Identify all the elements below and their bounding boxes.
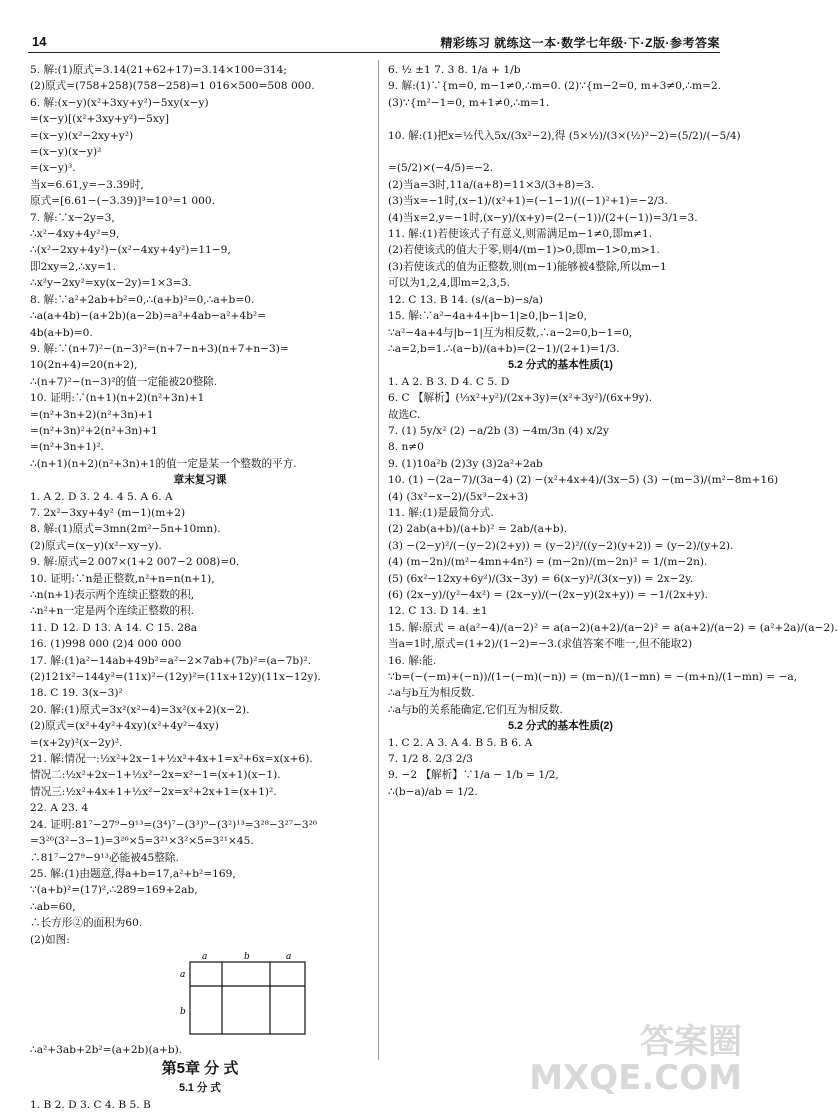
right-answers-block bbox=[388, 62, 741, 357]
answer-line: 7. 解:∵x−2y=3, bbox=[30, 211, 115, 224]
answer-line: 25. 解:(1)由题意,得a+b=17,a²+b²=169, bbox=[30, 867, 236, 880]
answer-line: =(x−y)(x−y)² bbox=[30, 146, 102, 159]
answer-line: ∴x²−4xy+4y²=9, bbox=[30, 228, 120, 241]
section-title-5-2-1: 5.2 分式的基本性质(1) bbox=[508, 359, 613, 372]
answer-line: (2)如图: bbox=[30, 933, 70, 946]
answer-line: 11. D 12. D 13. A 14. C 15. 28a bbox=[30, 621, 198, 634]
answer-line: 10. (1) −(2a−7)/(3a−4) (2) −(x²+4x+4)/(3x−5) (3) −(m−3)/(m²−8m+16) bbox=[388, 474, 779, 487]
figure-conclusion: ∴a²+3ab+2b²=(a+2b)(a+b). bbox=[30, 1043, 183, 1056]
answer-line: =3²⁶(3²−3−1)=3²⁶×5=3²¹×3²×5=3²¹×45. bbox=[30, 835, 254, 848]
answer-line: =(x−y)[(x²+3xy+y²)−5xy] bbox=[30, 113, 169, 126]
answer-line: (3) −(2−y)²/(−(y−2)(2+y)) = (y−2)²/((y−2)(y+2)) = (y−2)/(y+2). bbox=[388, 539, 734, 552]
answer-line: 11. 解:(1)是最简分式. bbox=[388, 506, 494, 519]
answer-line: (4)当x=2,y=−1时,(x−y)/(x+y)=(2−(−1))/(2+(−1))=3/1=3. bbox=[388, 211, 698, 224]
figure-label-top-a2: a bbox=[286, 951, 292, 962]
answer-line: =(n²+3n+2)(n²+3n)+1 bbox=[30, 408, 154, 421]
figure-label-side-b: b bbox=[180, 1006, 186, 1017]
answer-line: ∵b=(−(−m)+(−n))/(1−(−m)(−n)) = (m−n)/(1−mn) = −(m+n)/(1−mn) = −a, bbox=[388, 671, 798, 684]
left-review-answers bbox=[30, 489, 370, 948]
figure-label-top-a: a bbox=[202, 951, 208, 962]
answer-line: =(x+2y)²(x−2y)². bbox=[30, 736, 123, 749]
answer-line: 22. A 23. 4 bbox=[30, 802, 89, 815]
answer-line: ∴a与b互为相反数. bbox=[388, 687, 475, 700]
answer-line: (2)若使该式的值大于零,则4/(m−1)>0,即m−1>0,m>1. bbox=[388, 244, 660, 257]
answer-line: 16. 解:能. bbox=[388, 654, 437, 667]
answer-line: 7. 1/2 8. 2/3 2/3 bbox=[388, 753, 473, 766]
answer-line: ∴81⁷−27⁹−9¹³必能被45整除. bbox=[30, 851, 179, 864]
answer-line: ∴a(a+4b)−(a+2b)(a−2b)=a²+4ab−a²+4b²= bbox=[30, 310, 266, 323]
figure-label-side-a: a bbox=[180, 969, 186, 980]
answer-line: ∴(b−a)/ab = 1/2. bbox=[388, 785, 478, 798]
answer-line: 20. 解:(1)原式=3x²(x²−4)=3x²(x+2)(x−2). bbox=[30, 703, 250, 716]
answer-line bbox=[388, 111, 733, 127]
answer-line: 7. 2x²−3xy+4y² (m−1)(m+2) bbox=[30, 506, 186, 519]
answer-line: (2)当a=3时,11a/(a+8)=11×3/(3+8)=3. bbox=[388, 178, 595, 191]
answer-line: 故选C. bbox=[388, 408, 421, 421]
page-number: 14 bbox=[32, 34, 47, 49]
answer-line: 24. 证明:81⁷−27⁹−9¹³=(3⁴)⁷−(3³)⁹−(3²)¹³=3²⁸−3²⁷−3²⁶ bbox=[30, 818, 318, 831]
answer-line: (2)原式=(x²+4y²+4xy)(x²+4y²−4xy) bbox=[30, 720, 219, 733]
answer-line: 1. A 2. D 3. 2 4. 4 5. A 6. A bbox=[30, 490, 173, 503]
answer-line: 10(2n+4)=20(n+2), bbox=[30, 359, 138, 372]
section-title-5-2-2: 5.2 分式的基本性质(2) bbox=[508, 720, 613, 733]
answer-line: 原式=[6.61−(−3.39)]³=10³=1 000. bbox=[30, 195, 215, 208]
answer-line: ∴n²+n一定是两个连续正整数的积. bbox=[30, 605, 195, 618]
answer-line: ∴(n+1)(n+2)(n²+3n)+1的值一定是某一个整数的平方. bbox=[30, 457, 297, 470]
answer-line: 情况二:½x²+2x−1+½x²−2x=x²−1=(x+1)(x−1). bbox=[30, 769, 281, 782]
rectangle-figure bbox=[160, 950, 310, 1038]
answer-line: 18. C 19. 3(x−3)² bbox=[30, 687, 123, 700]
answer-line: (4) (3x²−x−2)/(5x³−2x+3) bbox=[388, 490, 529, 503]
answer-line: 1. C 2. A 3. A 4. B 5. B 6. A bbox=[388, 736, 533, 749]
answer-line bbox=[388, 144, 733, 160]
answer-line: 16. (1)998 000 (2)4 000 000 bbox=[30, 638, 182, 651]
answer-line: 10. 解:(1)把x=½代入5x/(3x²−2),得 (5×½)/(3×(½)²−2)=(5/2)/(−5/4) bbox=[388, 129, 741, 142]
answer-line: 5. 解:(1)原式=3.14(21+62+17)=3.14×100=314; bbox=[30, 64, 287, 76]
answer-line: 9. −2 【解析】∵1/a − 1/b = 1/2, bbox=[388, 769, 559, 782]
answer-line: 15. 解:∵a²−4a+4+|b−1|≥0,|b−1|≥0, bbox=[388, 310, 587, 323]
answer-line: 10. 证明:∵(n+1)(n+2)(n²+3n)+1 bbox=[30, 392, 205, 405]
column-divider bbox=[378, 60, 379, 1060]
answer-line: =(x−y)(x²−2xy+y²) bbox=[30, 129, 134, 142]
answer-line: ∵(a+b)²=(17)²,∴289=169+2ab, bbox=[30, 884, 198, 897]
answer-line: 6. C 【解析】(⅓x²+y²)/(2x+3y)=(x²+3y²)/(6x+9y). bbox=[388, 392, 653, 405]
answer-line: (2)原式=(x−y)(x²−xy−y). bbox=[30, 539, 162, 552]
answer-line: 当x=6.61,y=−3.39时, bbox=[30, 178, 144, 191]
section-title-review: 章末复习课 bbox=[173, 474, 227, 487]
answer-line: (3)当x=−1时,(x−1)/(x²+1)=(−1−1)/((−1)²+1)=−2/3. bbox=[388, 195, 668, 208]
rectangle-figure-svg bbox=[160, 950, 310, 1038]
answer-line: 9. 解:(1)∵{m=0, m−1≠0,∴m=0. (2)∵{m−2=0, m+3≠0,∴m=2. bbox=[388, 80, 722, 93]
answer-line: (3)∵{m²−1=0, m+1≠0,∴m=1. bbox=[388, 96, 550, 109]
answer-line: 10. 证明:∵n是正整数,n²+n=n(n+1), bbox=[30, 572, 215, 585]
answer-line: (5) (6x²−12xy+6y²)/(3x−3y) = 6(x−y)²/(3(x−y)) = 2x−2y. bbox=[388, 572, 694, 585]
answer-line: (2) 2ab(a+b)/(a+b)² = 2ab/(a+b). bbox=[388, 523, 568, 536]
answer-line: 6. 解:(x−y)(x²+3xy+y²)−5xy(x−y) bbox=[30, 96, 209, 109]
answer-line: ∴ab=60, bbox=[30, 900, 76, 913]
figure-label-top-b: b bbox=[244, 951, 250, 962]
answer-line: 8. 解:∵a²+2ab+b²=0,∴(a+b)²=0,∴a+b=0. bbox=[30, 293, 255, 306]
answer-line: 17. 解:(1)a²−14ab+49b²=a²−2×7ab+(7b)²=(a−7b)². bbox=[30, 654, 311, 667]
right-answers-block-3 bbox=[388, 735, 733, 801]
answer-line: 9. 解:∵(n+7)²−(n−3)²=(n+7−n+3)(n+7+n−3)= bbox=[30, 342, 289, 355]
answer-line: (6) (2x−y)/(y²−4x²) = (2x−y)/(−(2x−y)(2x+y)) = −1/(2x+y). bbox=[388, 589, 708, 601]
answer-line: 7. (1) 5y/x² (2) −a/2b (3) −4m/3n (4) x/2y bbox=[388, 424, 609, 437]
answer-line: 12. C 13. D 14. ±1 bbox=[388, 605, 488, 618]
watermark-logo: 答案圈 MXQE.COM bbox=[529, 1022, 742, 1098]
answer-line: ∴(x²−2xy+4y²)−(x²−4xy+4y²)=11−9, bbox=[30, 244, 231, 257]
answer-line: 当a=1时,原式=(1+2)/(1−2)=−3.(求值答案不唯一,但不能取2) bbox=[388, 638, 693, 651]
answer-line: 12. C 13. B 14. (s/(a−b)−s/a) bbox=[388, 293, 543, 306]
answer-line: =(5/2)×(−4/5)=−2. bbox=[388, 162, 494, 175]
answer-line: 9. (1)10a²b (2)3y (3)2a²+2ab bbox=[388, 457, 543, 470]
header-title: 精彩练习 就练这一本·数学七年级·下·Z版·参考答案 bbox=[440, 36, 720, 50]
answer-line: 6. ½ ±1 7. 3 8. 1/a + 1/b bbox=[388, 64, 521, 76]
answer-line: =(n²+3n+1)². bbox=[30, 441, 104, 454]
answer-line: 即2xy=2,∴xy=1. bbox=[30, 260, 116, 273]
answer-line: 9. 解:原式=2 007×(1+2 007−2 008)=0. bbox=[30, 556, 240, 569]
answer-line: ∴n(n+1)表示两个连续正整数的积, bbox=[30, 589, 195, 601]
answer-line: ∴a与b的关系能确定,它们互为相反数. bbox=[388, 703, 563, 716]
answer-line: (2)121x²−144y²=(11x)²−(12y)²=(11x+12y)(11x−12y). bbox=[30, 671, 321, 684]
page-header bbox=[28, 28, 720, 53]
answer-line: (2)原式=(758+258)(758−258)=1 016×500=508 000. bbox=[30, 80, 315, 93]
answer-line: ∴a=2,b=1.∴(a−b)/(a+b)=(2−1)/(2+1)=1/3. bbox=[388, 342, 620, 355]
answer-line: 15. 解:原式 = a(a²−4)/(a−2)² = a(a−2)(a+2)/(a−2)² = a(a+2)/(a−2) = (a²+2a)/(a−2). bbox=[388, 621, 838, 634]
answer-line: ∴(n+7)²−(n−3)²的值一定能被20整除. bbox=[30, 375, 218, 388]
answer-line: =(x−y)³. bbox=[30, 162, 76, 175]
chapter-answers: 1. B 2. D 3. C 4. B 5. B bbox=[30, 1098, 151, 1111]
answer-line: 4b(a+b)=0. bbox=[30, 326, 93, 339]
answer-line: 1. A 2. B 3. D 4. C 5. D bbox=[388, 375, 510, 388]
left-column bbox=[30, 62, 370, 1113]
answer-line: ∴x²y−2xy²=xy(x−2y)=1×3=3. bbox=[30, 277, 192, 290]
right-column bbox=[388, 62, 838, 800]
answer-line: (4) (m−2n)/(m²−4mn+4n²) = (m−2n)/(m−2n)² = 1/(m−2n). bbox=[388, 556, 708, 569]
answer-line: 11. 解:(1)若使该式子有意义,则需满足m−1≠0,即m≠1. bbox=[388, 228, 653, 241]
answer-line: 8. n≠0 bbox=[388, 441, 424, 454]
answer-line: (3)若使该式的值为正整数,则(m−1)能够被4整除,所以m−1 bbox=[388, 260, 667, 273]
answer-line: 8. 解:(1)原式=3mn(2m²−5n+10mn). bbox=[30, 523, 221, 536]
right-answers-block-2 bbox=[388, 374, 838, 719]
answer-line: =(n²+3n)²+2(n²+3n)+1 bbox=[30, 424, 158, 437]
answer-line: 可以为1,2,4,即m=2,3,5. bbox=[388, 277, 510, 290]
answer-line: ∴长方形②的面积为60. bbox=[30, 917, 143, 930]
chapter-section-title: 5.1 分 式 bbox=[179, 1082, 221, 1095]
answer-line: 情况三:½x²+4x+1+½x²−2x=x²+2x+1=(x+1)². bbox=[30, 785, 277, 798]
answer-line: 21. 解:情况一:½x²+2x−1+½x²+4x+1=x²+6x=x(x+6). bbox=[30, 753, 313, 766]
chapter-title: 第5章 分 式 bbox=[161, 1060, 239, 1078]
left-answers-block bbox=[30, 62, 370, 472]
answer-line: ∵a²−4a+4与|b−1|互为相反数,∴a−2=0,b−1=0, bbox=[388, 326, 633, 339]
